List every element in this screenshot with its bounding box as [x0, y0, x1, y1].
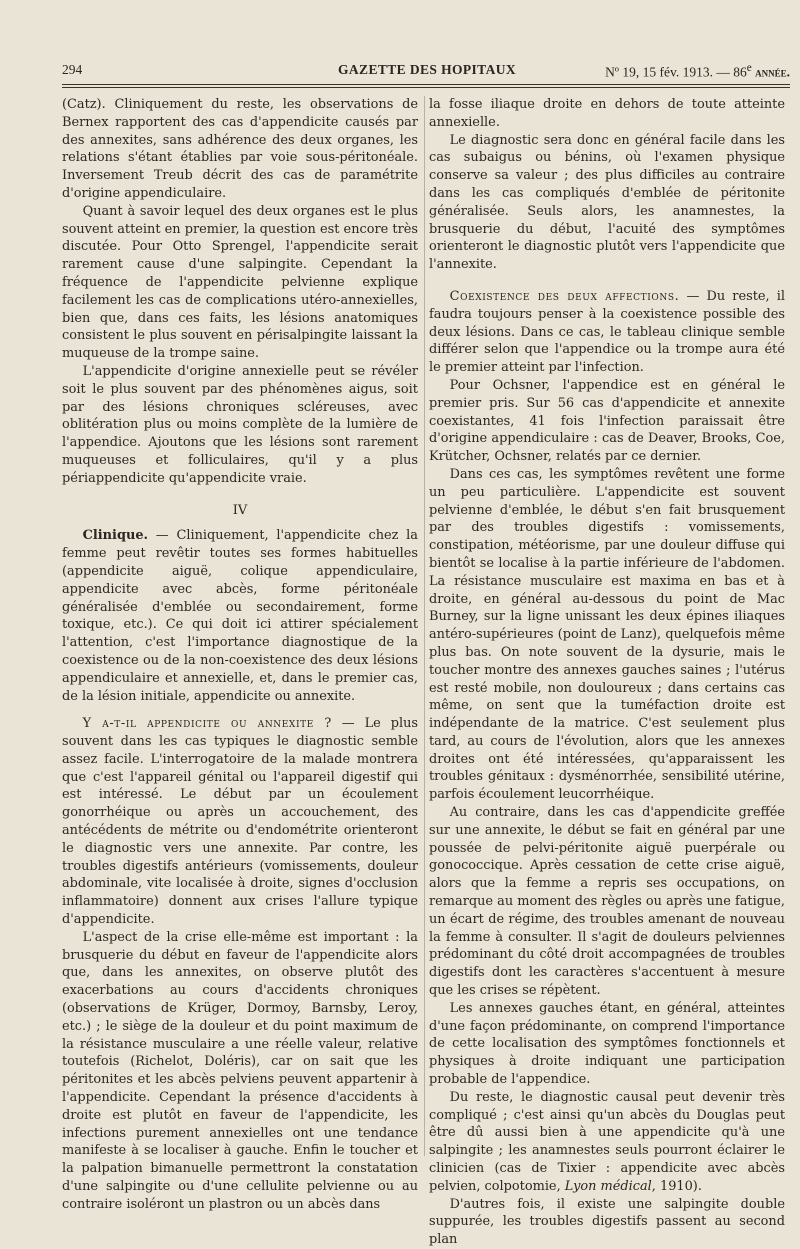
tixier-text-b: , 1910). [651, 1178, 702, 1194]
question-text: — Le plus souvent dans les cas typiques le diagnostic semble assez facile. L'interrogatoire de la malade montrera que c'est l'appareil génital ou l'appareil digestif qui est intéressé. Le début par un écoulement gonorrhéique ou après un accouchement, des antécédents de métrite ou d'endométrite orienteront le diagnostic vers une annexite. Par contre, les troubles digestifs antérieurs (vomissements, douleur abdominale, vite localisée à droite, signes d'occlusion inflammatoire) donnent aux crises l'allure typique d'appendicite. [62, 716, 418, 928]
paragraph-coexistence [429, 288, 785, 377]
paragraph: D'autres fois, il existe une salpingite double suppurée, les troubles digestifs passent au second plan [429, 1196, 785, 1248]
clinique-heading: Clinique. [82, 528, 149, 544]
running-header [62, 60, 790, 82]
header-rule-top [62, 84, 790, 85]
page-number: 294 [62, 62, 83, 77]
column-divider [424, 96, 425, 1156]
question-heading: Y a-t-il appendicite ou annexite ? [82, 716, 332, 732]
issue-year-label: année. [755, 64, 790, 80]
issue-ordinal: e [746, 62, 752, 74]
right-column [429, 96, 785, 1249]
left-column [62, 96, 418, 1214]
paragraph: L'appendicite d'origine annexielle peut se révéler soit le plus souvent par des phénomènes aigus, soit par des lésions chroniques scléreuses, avec oblitération plus ou moins complète de la lumière de l'appendice. Ajoutons que les lésions sont rarement muqueuses et folliculaires, qu'il y a plus périappendicite qu'appendicite vraie. [62, 363, 418, 486]
paragraph: (Catz). Cliniquement du reste, les observations de Bernex rapportent des cas d'appendicite causés par des annexites, sans adhérence des deux organes, les relations s'étant établies par voie sous-péritonéale. Inversement Treub décrit des cas de paramétrite d'origine appendiculaire. [62, 97, 418, 201]
paragraph-clinique [62, 527, 418, 705]
coexistence-text: — Du reste, il faudra toujours penser à la coexistence possible des deux lésions. Dans ce cas, le tableau clinique semble différer selon que l'appendice ou la trompe aura été le premier atteint par l'infection. [429, 288, 785, 376]
paragraph: Quant à savoir lequel des deux organes est le plus souvent atteint en premier, la question est encore très discutée. Pour Otto Sprengel, l'appendicite serait rarement cause d'une salpingite. Cependant la fréquence de l'appendicite pelvienne explique facilement les cas de complications utéro-annexielles, bien que, dans ces faits, les lésions anatomiques consistent le plus souvent en périsalpingite laissant la muqueuse de la trompe saine. [62, 203, 418, 362]
issue-number-date: Nº 19, 15 fév. 1913. — 86 [605, 64, 747, 80]
journal-citation: Lyon médical [564, 1178, 652, 1194]
paragraph: Pour Ochsner, l'appendice est en général le premier pris. Sur 56 cas d'appendicite et annexite coexistantes, 41 fois l'infection paraissait être d'origine appendiculaire : cas de Deaver, Brooks, Coe, Krütcher, Ochsner, relatés par ce dernier. [429, 377, 785, 465]
paragraph: la fosse iliaque droite en dehors de toute atteinte annexielle. [429, 97, 785, 130]
clinique-text: — Cliniquement, l'appendicite chez la femme peut revêtir toutes ses formes habituelles (appendicite aiguë, colique appendiculaire, appendicite avec abcès, forme péritonéale généralisée d'emblée ou secondairement, forme toxique, etc.). Ce qui doit ici attirer spécialement l'attention, c'est l'importance diagnostique de la coexistence ou de la non-coexistence des deux lésions appendiculaire et annexielle, et, dans le premier cas, de la lésion initiale, appendicite ou annexite. [62, 528, 418, 704]
header-rule-bottom [62, 87, 790, 88]
paragraph: Dans ces cas, les symptômes revêtent une forme un peu particulière. L'appendicite est souvent pelvienne d'emblée, le début s'en fait brusquement par des troubles digestifs : vomissements, constipation, météorisme, par une douleur diffuse qui bientôt se localise à la partie inférieure de l'abdomen. La résistance musculaire est maxima en bas et à droite, en général au-dessous du point de Mac Burney, sur la ligne unissant les deux épines iliaques antéro-supérieures (point de Lanz), quelquefois même plus bas. On note souvent de la dysurie, mais le toucher montre des annexes gauches saines ; l'utérus est resté mobile, non douloureux ; dans certains cas même, on sent que la tuméfaction droite est indépendante de la matrice. C'est seulement plus tard, au cours de l'évolution, alors que les annexes droites ont été intéressées, qu'apparaissent les troubles génitaux : dysménorrhée, sensibilité utérine, parfois écoulement leucorrhéique. [429, 466, 785, 803]
tixier-text-a: Du reste, le diagnostic causal peut devenir très compliqué ; c'est ainsi qu'un abcès du Douglas peut être dû aussi bien à une appendicite qu'à une salpingite ; les anamnestes seuls pourront éclairer le clinicien (cas de Tixier : appendicite avec abcès pelvien, colpotomie, [429, 1089, 785, 1194]
journal-title: GAZETTE DES HOPITAUX [338, 62, 517, 77]
paragraph: L'aspect de la crise elle-même est important : la brusquerie du début en faveur de l'appendicite alors que, dans les annexites, on observe plutôt des exacerbations au cours d'accidents chroniques (observations de Krüger, Dormoy, Barnsby, Leroy, etc.) ; le siège de la douleur et du point maximum de la résistance musculaire a une réelle valeur, relative toutefois (Richelot, Doléris), car on sait que les péritonites et les abcès pelviens peuvent appartenir à l'appendicite. Cependant la présence d'accidents à droite est plutôt en faveur de l'appendicite, les infections purement annexielles ont une tendance manifeste à se localiser à gauche. Enfin le toucher et la palpation bimanuelle permettront la constatation d'une salpingite ou d'une cellulite pelvienne ou au contraire isoléront un plastron ou un abcès dans [62, 929, 418, 1212]
paragraph: Au contraire, dans les cas d'appendicite greffée sur une annexite, le début se fait en général par une poussée de pelvi-péritonite aiguë puerpérale ou gonococcique. Après cessation de cette crise aiguë, alors que la femme a repris ses occupations, on remarque au moment des règles ou après une fatigue, un écart de régime, des troubles amenant de nouveau la femme à consulter. Il s'agit de douleurs pelviennes prédominant du côté droit accompagnées de troubles digestifs dont les caractères s'accentuent à mesure que les crises se répètent. [429, 805, 785, 999]
issue-info [605, 62, 790, 81]
paragraph: Les annexes gauches étant, en général, atteintes d'une façon prédominante, on comprend l'importance de cette localisation des symptômes fonctionnels et physiques à droite indiquant une participation probable de l'appendice. [429, 1000, 785, 1088]
coexistence-heading: Coexistence des deux affections. [449, 288, 680, 304]
section-number: IV [232, 502, 248, 518]
paragraph: Le diagnostic sera donc en général facile dans les cas subaigus ou bénins, où l'examen physique conserve sa valeur ; des plus difficiles au contraire dans les cas compliqués d'emblée de péritonite généralisée. Seuls alors, les anamnestes, la brusquerie du début, l'acuité des symptômes orienteront le diagnostic plutôt vers l'appendicite que l'annexite. [429, 132, 785, 273]
paragraph-question [62, 715, 418, 929]
